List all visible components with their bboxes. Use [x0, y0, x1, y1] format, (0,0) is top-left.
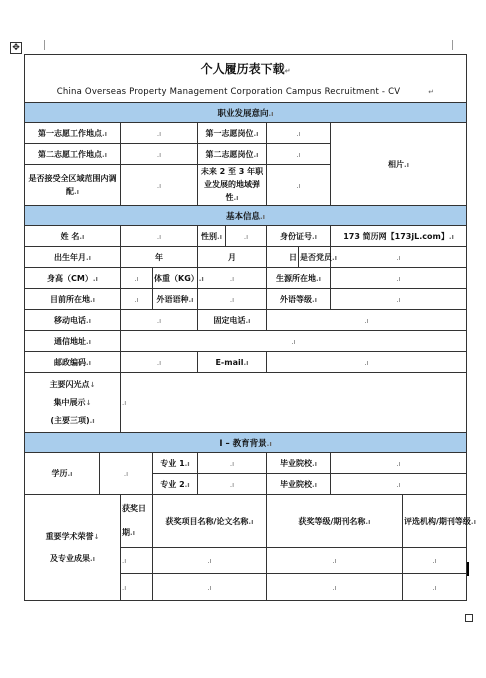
input-weight[interactable]: .ı — [198, 268, 267, 289]
label-mobility: 未来 2 至 3 年职业发展的地域弹性.ı — [198, 165, 267, 206]
label-major1: 专业 1.ı — [153, 453, 198, 474]
label-second-position: 第二志愿岗位.ı — [198, 144, 267, 165]
label-residence: 目前所在地.ı — [25, 289, 121, 310]
label-name: 姓 名.ı — [25, 226, 121, 247]
input-first-location[interactable]: .ı — [121, 123, 198, 144]
label-height: 身高（CM）.ı — [25, 268, 121, 289]
input-highlights[interactable]: .ı — [121, 373, 467, 433]
label-first-position: 第一志愿岗位.ı — [198, 123, 267, 144]
section-education: I – 教育背景.ı — [25, 433, 467, 453]
label-landline: 固定电话.ı — [198, 310, 267, 331]
label-mobile: 移动电话.ı — [25, 310, 121, 331]
award-1-date[interactable]: .ı — [121, 548, 153, 574]
input-language-level[interactable]: .ı — [331, 289, 467, 310]
award-2-project[interactable]: .ı — [153, 574, 267, 601]
input-major1[interactable]: .ı — [198, 453, 267, 474]
award-1-level[interactable]: .ı — [267, 548, 403, 574]
input-name[interactable]: .ı — [121, 226, 198, 247]
input-postcode[interactable]: .ı — [121, 352, 198, 373]
input-birth-year[interactable]: 年 — [121, 247, 198, 268]
input-mobility[interactable]: .ı — [267, 165, 331, 206]
label-birth: 出生年月.ı — [25, 247, 121, 268]
label-party: 是否党员.ı — [299, 247, 331, 268]
input-id-number[interactable]: 173 简历网【173jL.com】.ı — [331, 226, 467, 247]
label-degree: 学历.ı — [25, 453, 100, 495]
input-language[interactable]: .ı — [198, 289, 267, 310]
label-gender: 性别.ı — [198, 226, 226, 247]
header-award-org: 评选机构/期刊等级.ı — [403, 495, 467, 548]
header-award-project: 获奖项目名称/论文名称.ı — [153, 495, 267, 548]
label-major2: 专业 2.ı — [153, 474, 198, 495]
label-id-number: 身份证号.ı — [267, 226, 331, 247]
label-language-level: 外语等级.ı — [267, 289, 331, 310]
input-school-2[interactable]: .ı — [331, 474, 467, 495]
input-accept-transfer[interactable]: .ı — [121, 165, 198, 206]
award-2-date[interactable]: .ı — [121, 574, 153, 601]
input-mobile[interactable]: .ı — [121, 310, 198, 331]
section-career: 职业发展意向.ı — [25, 103, 467, 123]
input-birth-day[interactable]: 日 — [267, 247, 299, 268]
label-second-location: 第二志愿工作地点.ı — [25, 144, 121, 165]
label-highlights: 主要闪光点↓ 集中展示↓ (主要三项).ı — [25, 373, 121, 433]
award-2-org[interactable]: .ı — [403, 574, 467, 601]
award-1-project[interactable]: .ı — [153, 548, 267, 574]
label-first-location: 第一志愿工作地点.ı — [25, 123, 121, 144]
input-degree[interactable]: .ı — [100, 453, 153, 495]
label-awards: 重要学术荣誉↓ 及专业成果.ı — [25, 495, 121, 601]
input-height[interactable]: .ı — [121, 268, 153, 289]
label-email: E-mail.ı — [198, 352, 267, 373]
label-school-1: 毕业院校.ı — [267, 453, 331, 474]
section-basic: 基本信息.ı — [25, 206, 467, 226]
award-1-org[interactable]: .ı — [403, 548, 467, 574]
input-origin[interactable]: .ı — [331, 268, 467, 289]
page-title: 个人履历表下载↵ — [25, 55, 467, 83]
label-origin: 生源所在地.ı — [267, 268, 331, 289]
table-move-handle-icon[interactable]: ✥ — [10, 42, 22, 54]
crop-mark-top-left — [38, 40, 45, 50]
label-weight: 体重（KG）.ı — [153, 268, 198, 289]
photo-box[interactable]: 相片.ı — [331, 123, 467, 206]
cv-table — [24, 54, 476, 612]
table-resize-handle-icon[interactable] — [465, 614, 473, 622]
input-address[interactable]: .ı — [121, 331, 467, 352]
input-residence[interactable]: .ı — [121, 289, 153, 310]
label-postcode: 邮政编码.ı — [25, 352, 121, 373]
page-subtitle: China Overseas Property Management Corporation Campus Recruitment - CV ↵ — [25, 82, 467, 103]
input-party[interactable]: .ı — [331, 247, 467, 268]
label-school-2: 毕业院校.ı — [267, 474, 331, 495]
input-first-position[interactable]: .ı — [267, 123, 331, 144]
input-landline[interactable]: .ı — [267, 310, 467, 331]
input-school-1[interactable]: .ı — [331, 453, 467, 474]
label-address: 通信地址.ı — [25, 331, 121, 352]
crop-mark-top-right — [452, 40, 459, 50]
text-cursor — [467, 562, 469, 576]
input-email[interactable]: .ı — [267, 352, 467, 373]
input-birth-month[interactable]: 月 — [198, 247, 267, 268]
header-award-date: 获奖日 期.ı — [121, 495, 153, 548]
input-major2[interactable]: .ı — [198, 474, 267, 495]
award-2-level[interactable]: .ı — [267, 574, 403, 601]
label-accept-transfer: 是否接受全区域范围内调配.ı — [25, 165, 121, 206]
input-second-location[interactable]: .ı — [121, 144, 198, 165]
label-language: 外语语种.ı — [153, 289, 198, 310]
header-award-level: 获奖等级/期刊名称.ı — [267, 495, 403, 548]
input-gender[interactable]: .ı — [226, 226, 267, 247]
input-second-position[interactable]: .ı — [267, 144, 331, 165]
